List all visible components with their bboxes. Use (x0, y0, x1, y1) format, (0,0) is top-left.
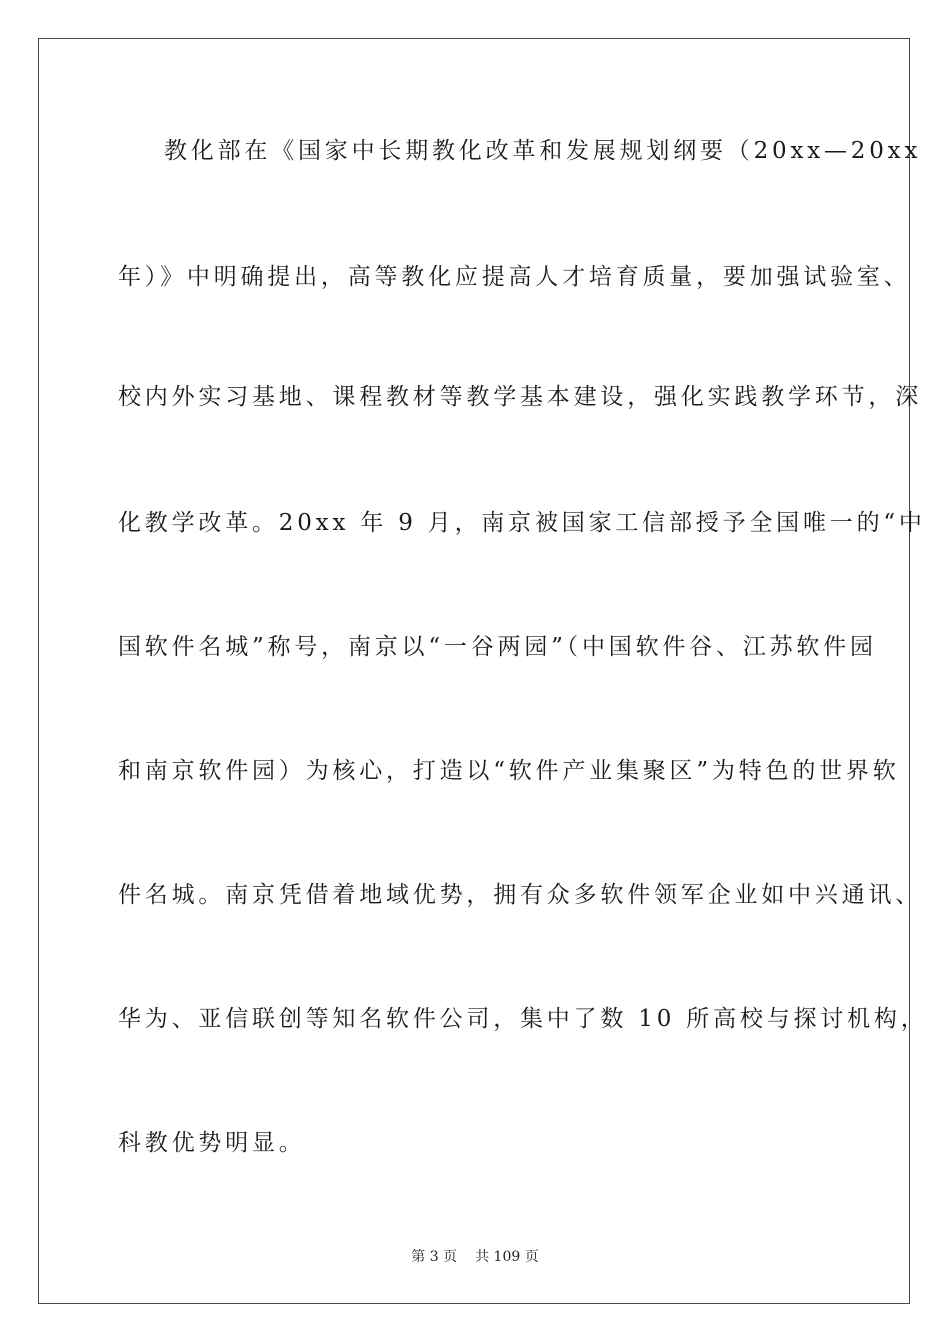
paragraph-line: 国软件名城”称号，南京以“一谷两园”（中国软件谷、江苏软件园 (118, 634, 877, 660)
paragraph-line: 教化部在《国家中长期教化改革和发展规划纲要（20xx—20xx (164, 138, 922, 164)
page-number: 第 3 页 (411, 1249, 458, 1265)
paragraph-line: 化教学改革。20xx 年 9 月，南京被国家工信部授予全国唯一的“中 (118, 510, 926, 536)
paragraph-line: 华为、亚信联创等知名软件公司，集中了数 10 所高校与探讨机构， (118, 1006, 928, 1032)
paragraph-line: 校内外实习基地、课程教材等教学基本建设，强化实践教学环节，深 (118, 384, 922, 410)
paragraph-line: 年）》中明确提出，高等教化应提高人才培育质量，要加强试验室、 (118, 264, 911, 290)
page-total: 共 109 页 (475, 1249, 539, 1265)
paragraph-line: 件名城。南京凭借着地域优势，拥有众多软件领军企业如中兴通讯、 (118, 882, 922, 908)
paragraph-line: 科教优势明显。 (118, 1130, 306, 1156)
page-footer (0, 1247, 950, 1267)
page-border (38, 38, 928, 1304)
paragraph-line: 和南京软件园）为核心，打造以“软件产业集聚区”为特色的世界软 (118, 758, 900, 784)
